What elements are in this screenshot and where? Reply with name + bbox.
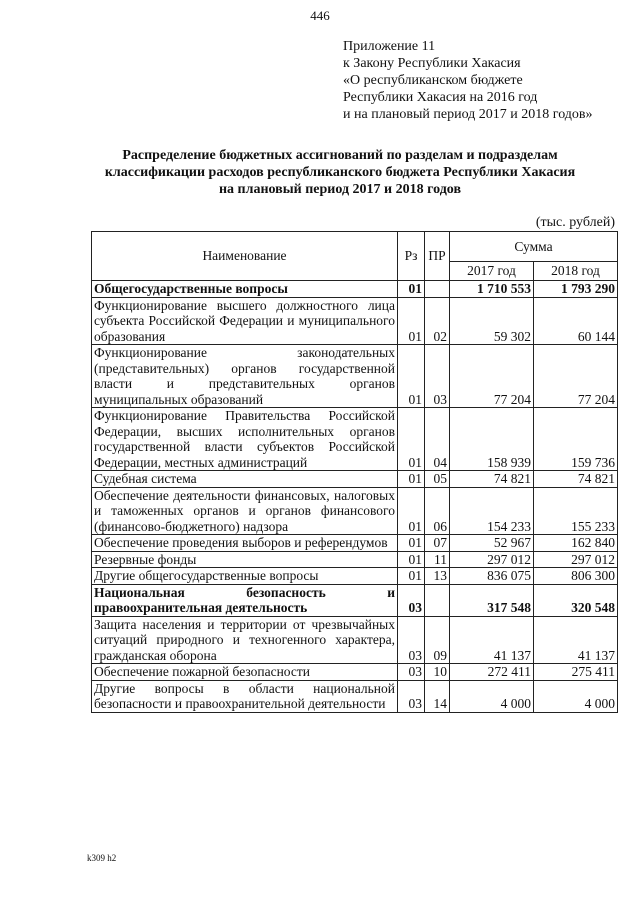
header-year-2018: 2018 год [534, 262, 618, 281]
row-rz: 01 [398, 297, 425, 345]
row-name: Защита населения и территории от чрезвычайных ситуаций природного и техногенного характера, гражданская оборона [92, 616, 398, 664]
budget-table [91, 231, 618, 713]
row-name: Обеспечение деятельности финансовых, налоговых и таможенных органов и органов финансового (финансово-бюджетного) надзора [92, 487, 398, 535]
row-name: Судебная система [92, 471, 398, 488]
table-row [92, 471, 618, 488]
table-row [92, 408, 618, 471]
row-name: Функционирование Правительства Российской Федерации, высших исполнительных органов государственной власти субъектов Российской Федерации, местных администраций [92, 408, 398, 471]
header-year-2017: 2017 год [450, 262, 534, 281]
row-value-2017: 1 710 553 [450, 281, 534, 298]
row-value-2017: 4 000 [450, 680, 534, 712]
row-name: Другие общегосударственные вопросы [92, 568, 398, 585]
appendix-header [343, 38, 593, 123]
page-number: 446 [310, 8, 330, 23]
row-value-2018: 60 144 [534, 297, 618, 345]
row-pr: 13 [425, 568, 450, 585]
row-value-2017: 154 233 [450, 487, 534, 535]
row-rz: 01 [398, 535, 425, 552]
row-value-2018: 4 000 [534, 680, 618, 712]
appendix-line: «О республиканском бюджете [343, 73, 523, 88]
row-name: Обеспечение проведения выборов и референдумов [92, 535, 398, 552]
header-rz: Рз [398, 232, 425, 281]
row-rz: 01 [398, 568, 425, 585]
row-pr: 05 [425, 471, 450, 488]
row-value-2017: 41 137 [450, 616, 534, 664]
row-value-2018: 41 137 [534, 616, 618, 664]
row-value-2018: 320 548 [534, 584, 618, 616]
appendix-line: Приложение 11 [343, 39, 436, 54]
row-rz: 03 [398, 616, 425, 664]
appendix-line: и на плановый период 2017 и 2018 годов» [343, 107, 593, 122]
table-row [92, 616, 618, 664]
row-pr: 10 [425, 664, 450, 681]
row-name: Другие вопросы в области национальной безопасности и правоохранительной деятельности [92, 680, 398, 712]
row-name: Общегосударственные вопросы [92, 281, 398, 298]
title-line: классификации расходов республиканского бюджета Республики Хакасия [104, 165, 576, 180]
row-value-2018: 162 840 [534, 535, 618, 552]
footer-code: k309 h2 [87, 853, 117, 863]
table-row [92, 281, 618, 298]
row-value-2018: 297 012 [534, 551, 618, 568]
row-value-2018: 1 793 290 [534, 281, 618, 298]
row-value-2018: 159 736 [534, 408, 618, 471]
appendix-line: Республики Хакасия на 2016 год [343, 90, 538, 105]
row-value-2018: 77 204 [534, 345, 618, 408]
row-rz: 01 [398, 471, 425, 488]
row-value-2017: 59 302 [450, 297, 534, 345]
row-rz: 01 [398, 487, 425, 535]
header-name: Наименование [92, 232, 398, 281]
row-pr: 04 [425, 408, 450, 471]
row-rz: 01 [398, 281, 425, 298]
table-row [92, 535, 618, 552]
table-row [92, 680, 618, 712]
row-value-2017: 272 411 [450, 664, 534, 681]
row-pr: 09 [425, 616, 450, 664]
row-rz: 01 [398, 408, 425, 471]
row-value-2017: 52 967 [450, 535, 534, 552]
document-title [40, 147, 640, 198]
table-body [92, 281, 618, 713]
row-pr [425, 584, 450, 616]
table-row [92, 487, 618, 535]
table-row [92, 297, 618, 345]
row-pr: 03 [425, 345, 450, 408]
units-label: (тыс. рублей) [535, 215, 615, 230]
row-pr: 11 [425, 551, 450, 568]
row-pr: 07 [425, 535, 450, 552]
title-line: Распределение бюджетных ассигнований по разделам и подразделам [122, 148, 558, 163]
row-value-2017: 317 548 [450, 584, 534, 616]
row-value-2017: 297 012 [450, 551, 534, 568]
row-name: Обеспечение пожарной безопасности [92, 664, 398, 681]
table-row [92, 568, 618, 585]
table-row [92, 345, 618, 408]
row-value-2017: 158 939 [450, 408, 534, 471]
table-row [92, 584, 618, 616]
row-value-2018: 806 300 [534, 568, 618, 585]
row-value-2018: 74 821 [534, 471, 618, 488]
row-rz: 01 [398, 345, 425, 408]
row-pr [425, 281, 450, 298]
row-value-2018: 275 411 [534, 664, 618, 681]
table-row [92, 664, 618, 681]
row-value-2017: 74 821 [450, 471, 534, 488]
row-value-2017: 836 075 [450, 568, 534, 585]
title-line: на плановый период 2017 и 2018 годов [218, 182, 462, 197]
row-pr: 14 [425, 680, 450, 712]
appendix-line: к Закону Республики Хакасия [343, 56, 521, 71]
row-pr: 02 [425, 297, 450, 345]
row-rz: 03 [398, 680, 425, 712]
row-rz: 03 [398, 664, 425, 681]
row-rz: 01 [398, 551, 425, 568]
row-name: Функционирование высшего должностного лица субъекта Российской Федерации и муниципального образования [92, 297, 398, 345]
row-name: Резервные фонды [92, 551, 398, 568]
row-pr: 06 [425, 487, 450, 535]
header-sum: Сумма [450, 232, 618, 262]
table-row [92, 551, 618, 568]
row-value-2017: 77 204 [450, 345, 534, 408]
row-value-2018: 155 233 [534, 487, 618, 535]
row-name: Функционирование законодательных (представительных) органов государственной власти и представительных органов муниципальных образований [92, 345, 398, 408]
header-pr: ПР [425, 232, 450, 281]
row-rz: 03 [398, 584, 425, 616]
row-name: Национальная безопасность и правоохранительная деятельность [92, 584, 398, 616]
